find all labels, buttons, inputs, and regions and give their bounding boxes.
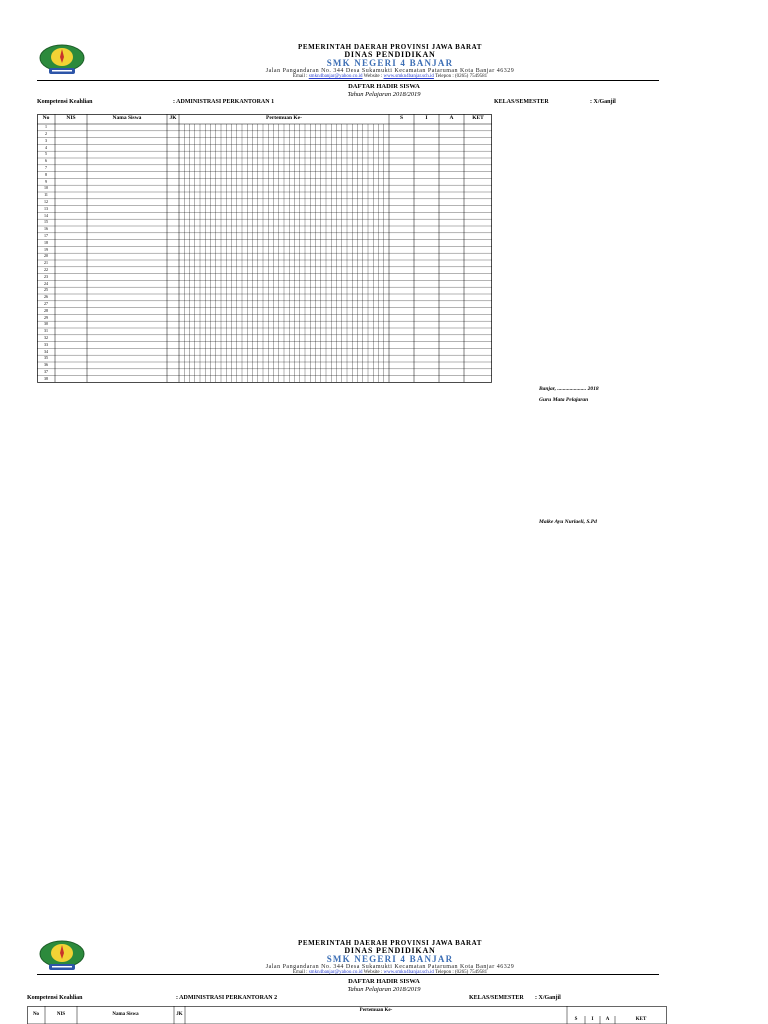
row-number: 18 [44,239,48,245]
school-address: Jalan Pangandaran No. 344 Desa Sukamukti Kecamatan Pataruman Kota Banjar 46329 [265,68,515,74]
row-number: 19 [44,246,48,252]
document-subtitle: Tahun Pelajaran 2018/2019 [347,91,421,99]
kompetensi-label: Kompetensi Keahlian [37,99,93,105]
row-number: 3 [45,137,47,143]
signature-name: Maike Ayu Nurlaeli, S.Pd [539,519,597,525]
col-a: A [605,1017,610,1022]
signature-role: Guru Mata Pelajaran [539,397,589,403]
signature-place-date: Banjar, ..................... 2018 [539,386,599,392]
kompetensi-value: : ADMINISTRASI PERKANTORAN 1 [173,99,275,105]
document-subtitle: Tahun Pelajaran 2018/2019 [347,986,421,994]
row-number: 26 [44,294,48,300]
row-number: 17 [44,233,48,238]
row-number: 8 [45,171,47,177]
row-number: 36 [44,362,48,368]
col-s: S [399,115,404,121]
kelas-label: KELAS/SEMESTER [469,995,524,1001]
kelas-label: KELAS/SEMESTER [494,99,549,105]
document-title: DAFTAR HADIR SISWA Tahun Pelajaran 2018/2019 [0,978,768,994]
row-number: 14 [44,212,48,218]
row-number: 6 [45,158,47,164]
col-a: A [449,115,454,121]
col-no: No [42,115,50,121]
attendance-table-page-2 [27,1006,667,1024]
col-i: I [591,1017,594,1022]
website-link[interactable]: www.smkn4banjar.sch.id [383,970,434,975]
row-number: 20 [44,253,48,259]
row-number: 7 [45,165,47,170]
attendance-table [37,114,492,384]
row-number: 9 [45,178,47,184]
header-divider [37,974,659,975]
row-number: 33 [44,341,48,347]
row-number: 28 [44,307,48,313]
attendance-grid [37,114,492,384]
row-number: 25 [44,287,48,293]
row-number: 31 [44,328,48,334]
contact-line: Email : smkn4banjar@yahoo.co.id Website : www.smkn4banjar.sch.id Telepon : (0265) 7549581 [292,970,488,975]
row-number: 29 [44,314,48,320]
row-number: 1 [45,124,47,130]
col-nama: Nama Siswa [112,115,142,121]
row-number: 15 [44,219,48,225]
col-ket: KET [472,115,484,121]
row-number: 30 [44,321,48,327]
row-number: 24 [44,280,48,286]
letterhead [120,44,660,79]
gov-line: PEMERINTAH DAERAH PROVINSI JAWA BARAT [297,43,483,51]
row-number: 21 [44,260,48,266]
col-s: S [574,1017,578,1022]
row-number: 4 [45,144,47,150]
school-logo-icon [37,937,87,973]
email-link[interactable]: smkn4banjar@yahoo.co.id [308,970,363,975]
header-divider [37,80,659,81]
col-i: I [425,115,428,121]
row-number: 11 [44,192,48,198]
col-pertemuan: Pertemuan Ke- [266,115,302,121]
row-number: 34 [44,348,48,354]
col-nis: NIS [56,1012,66,1017]
row-number: 35 [44,355,48,361]
school-address: Jalan Pangandaran No. 344 Desa Sukamukti Kecamatan Pataruman Kota Banjar 46329 [265,964,515,970]
kompetensi-label: Kompetensi Keahlian [27,995,83,1001]
row-number: 32 [44,335,48,340]
kompetensi-value: : ADMINISTRASI PERKANTORAN 2 [176,995,278,1001]
row-number: 22 [44,267,48,272]
gov-line: PEMERINTAH DAERAH PROVINSI JAWA BARAT [297,939,483,947]
website-link[interactable]: www.smkn4banjar.sch.id [383,74,434,79]
letterhead [120,940,660,975]
row-number: 12 [44,199,48,204]
kelas-value: : X/Ganjil [535,995,561,1001]
dept-line: DINAS PENDIDIKAN [344,946,436,955]
col-nama: Nama Siswa [112,1012,139,1017]
row-number: 10 [44,185,48,191]
page-2 [0,930,768,1024]
document-title: DAFTAR HADIR SISWA Tahun Pelajaran 2018/2019 [0,83,768,99]
col-ket: KET [635,1017,647,1022]
row-number: 16 [44,226,48,232]
col-jk: JK [176,1012,183,1017]
col-pertemuan: Pertemuan Ke- [359,1008,393,1013]
row-number: 2 [45,131,47,136]
col-nis: NIS [66,115,76,121]
school-name: SMK NEGERI 4 BANJAR [326,58,454,68]
dept-line: DINAS PENDIDIKAN [344,50,436,59]
row-number: 38 [44,375,48,381]
row-number: 5 [45,151,47,157]
row-number: 13 [44,205,48,211]
col-no: No [32,1012,40,1017]
row-number: 37 [44,369,48,374]
email-link[interactable]: smkn4banjar@yahoo.co.id [308,74,363,79]
col-jk: JK [169,115,177,121]
kelas-value: : X/Ganjil [590,99,616,105]
school-name: SMK NEGERI 4 BANJAR [326,954,454,964]
row-number: 23 [44,273,48,279]
school-logo-icon [37,41,87,77]
contact-line: Email : smkn4banjar@yahoo.co.id Website : www.smkn4banjar.sch.id Telepon : (0265) 7549581 [292,74,488,79]
row-number: 27 [44,301,48,306]
